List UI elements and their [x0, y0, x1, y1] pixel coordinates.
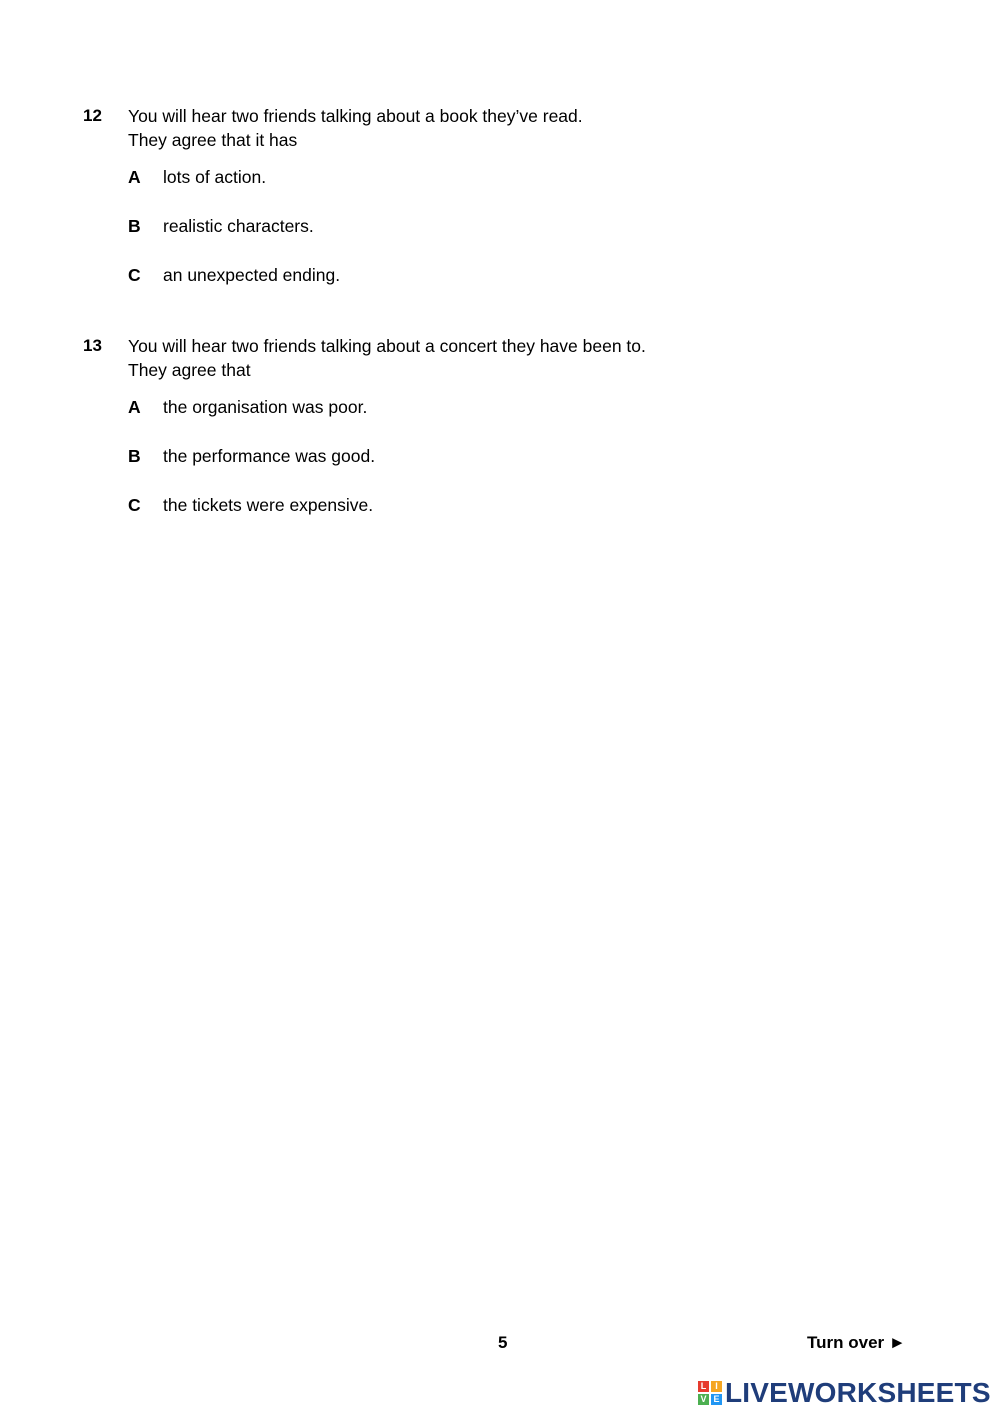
option-text: the organisation was poor.	[163, 397, 368, 417]
option-letter: A	[128, 167, 141, 187]
page-number: 5	[498, 1333, 508, 1352]
option-text: realistic characters.	[163, 216, 314, 236]
option-text: lots of action.	[163, 167, 267, 187]
question-number: 13	[83, 336, 102, 355]
question-stem	[128, 104, 583, 152]
option-letter: B	[128, 446, 141, 466]
option-c[interactable]	[128, 263, 340, 287]
logo-square-e: E	[711, 1394, 722, 1405]
logo-text: LIVEWORKSHEETS	[725, 1377, 991, 1408]
question-number: 12	[83, 106, 102, 125]
question-stem-line: You will hear two friends talking about a book they’ve read.	[128, 106, 583, 126]
turn-over-label: Turn over ►	[807, 1333, 906, 1352]
logo-square-i: I	[711, 1381, 722, 1392]
option-text: the tickets were expensive.	[163, 495, 374, 515]
option-text: the performance was good.	[163, 446, 376, 466]
option-letter: C	[128, 265, 141, 285]
question-stem-line: You will hear two friends talking about a concert they have been to.	[128, 336, 646, 356]
option-text: an unexpected ending.	[163, 265, 341, 285]
liveworksheets-logo[interactable]	[698, 1375, 991, 1411]
option-a[interactable]	[128, 165, 266, 189]
logo-square-v: V	[698, 1394, 709, 1405]
logo-squares-icon	[698, 1381, 722, 1405]
option-b[interactable]	[128, 444, 375, 468]
logo-square-l: L	[698, 1381, 709, 1392]
option-letter: C	[128, 495, 141, 515]
question-stem-line: They agree that	[128, 360, 251, 380]
option-c[interactable]	[128, 493, 373, 517]
question-stem-line: They agree that it has	[128, 130, 298, 150]
question-stem	[128, 334, 646, 382]
option-b[interactable]	[128, 214, 314, 238]
option-letter: A	[128, 397, 141, 417]
option-letter: B	[128, 216, 141, 236]
option-a[interactable]	[128, 395, 367, 419]
